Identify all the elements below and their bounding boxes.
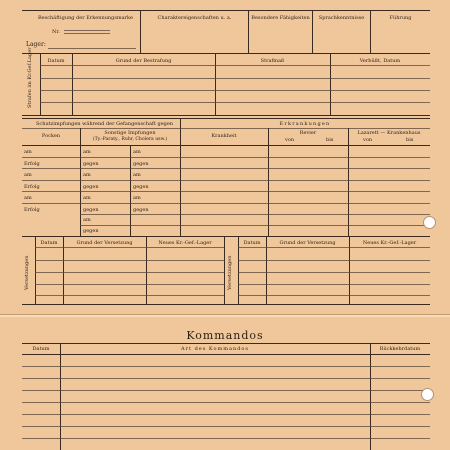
punishment-header-rule — [40, 65, 430, 66]
kommandos-row-rule — [22, 438, 430, 439]
other-vacc-cell: gegen — [83, 228, 99, 234]
punch-hole — [423, 216, 436, 229]
transfer-header-rule — [238, 247, 430, 248]
transfer-camp-label: Neues Kr.-Gef.-Lager — [362, 240, 417, 246]
illness-row-rule — [180, 180, 430, 181]
kommandos-row-rule — [22, 414, 430, 415]
illness-row-rule — [180, 203, 430, 204]
vacc-row-label: am — [24, 195, 32, 201]
hospital-to: bis — [406, 137, 414, 143]
vacc-subheader-rule — [22, 145, 180, 146]
punishment-row-rule — [40, 90, 430, 91]
transfer-row-rule — [238, 260, 430, 261]
fold-line — [0, 314, 450, 317]
kommandos-row-rule — [22, 390, 430, 391]
vacc-row-rule — [22, 168, 180, 169]
punishment-row-rule — [40, 102, 430, 103]
illness-row-rule — [180, 157, 430, 158]
smallpox-cell: am — [83, 172, 91, 178]
smallpox-cell: gegen — [83, 207, 99, 213]
kommandos-row-rule — [22, 426, 430, 427]
other-vacc-cell: gegen — [133, 184, 149, 190]
smallpox-cell: gegen — [83, 161, 99, 167]
transfers-left-side-label: Versetzungen — [24, 255, 30, 290]
header-bottom-border — [22, 53, 430, 54]
illness-row-rule — [180, 168, 430, 169]
other-vacc-cell: gegen — [133, 161, 149, 167]
kommandos-row-rule — [22, 402, 430, 403]
vacc-row-rule — [80, 225, 180, 226]
vacc-row-label: Erfolg — [24, 161, 40, 167]
illness-label: Krankheit — [211, 133, 237, 139]
transfer-bottom-border — [22, 304, 430, 305]
kommandos-type-label: Art des Kommandos — [181, 346, 249, 352]
illnesses-section-label: Erkrankungen — [279, 121, 331, 127]
transfer-reason-label: Grund der Versetzung — [76, 240, 133, 246]
kommandos-top-border — [22, 343, 430, 344]
other-vaccinations-sub: (Ty.-Paraty., Ruhr, Cholera usw.) — [92, 137, 168, 142]
smallpox-cell: am — [83, 149, 91, 155]
kommandos-header-rule — [22, 354, 430, 355]
vacc-row-label: am — [24, 172, 32, 178]
vacc-row-label: Erfolg — [24, 207, 40, 213]
nr-line — [64, 33, 110, 34]
punishment-sentence-label: Strafmaß — [260, 58, 285, 64]
punishment-served-label: Verbüßt, Datum — [359, 58, 401, 64]
transfer-row-rule — [238, 272, 430, 273]
smallpox-label: Pocken — [41, 133, 61, 139]
sickbay-to: bis — [326, 137, 334, 143]
kommandos-divider — [60, 343, 61, 450]
header-top-border — [22, 10, 430, 11]
other-vacc-cell: am — [133, 149, 141, 155]
transfer-row-rule — [35, 284, 224, 285]
kommandos-title: Kommandos — [186, 329, 264, 342]
camp-label: Lager: — [26, 41, 46, 48]
special-skills-label: Besondere Fähigkeiten — [251, 15, 310, 21]
transfer-date-label: Datum — [40, 240, 58, 246]
other-vacc-cell: am — [133, 195, 141, 201]
camp-line — [48, 48, 136, 49]
sickbay-from: von — [285, 137, 295, 143]
transfer-date-label: Datum — [243, 240, 261, 246]
transfer-divider — [224, 236, 225, 304]
hospital-label: Lazarett — Krankenhaus — [357, 130, 421, 136]
punishment-date-label: Datum — [47, 58, 65, 64]
transfer-row-rule — [238, 284, 430, 285]
smallpox-cell: am — [83, 195, 91, 201]
kommandos-return-label: Rückkehrdatum — [379, 346, 421, 352]
vacc-row-label: Erfolg — [24, 184, 40, 190]
employment-label: Beschäftigung der Erkennungsmarke — [38, 15, 134, 21]
transfer-reason-label: Grund der Versetzung — [279, 240, 336, 246]
transfer-row-rule — [35, 295, 224, 296]
transfer-row-rule — [35, 260, 224, 261]
illness-row-rule — [180, 214, 430, 215]
punch-hole — [421, 388, 434, 401]
other-vacc-cell: am — [133, 172, 141, 178]
kommandos-row-rule — [22, 378, 430, 379]
vacc-header-rule — [22, 128, 180, 129]
vacc-row-rule — [22, 180, 180, 181]
transfer-row-rule — [238, 295, 430, 296]
vacc-row-rule — [80, 214, 180, 215]
hospital-from: von — [363, 137, 373, 143]
kommandos-date-label: Datum — [32, 346, 50, 352]
punishments-side-label: Strafen im Kr.Gef.Lager — [27, 47, 33, 108]
illness-subheader-rule — [180, 145, 430, 146]
vacc-bottom-border — [22, 236, 430, 237]
vacc-row-label: am — [24, 149, 32, 155]
transfer-row-rule — [35, 272, 224, 273]
illness-row-rule — [180, 225, 430, 226]
illness-header-rule — [180, 128, 430, 129]
punishment-row-rule — [40, 78, 430, 79]
nr-label: Nr. — [52, 29, 60, 35]
smallpox-cell: gegen — [83, 184, 99, 190]
other-vacc-cell: gegen — [133, 207, 149, 213]
vacc-row-rule — [22, 203, 180, 204]
sickbay-label: Revier — [299, 130, 317, 136]
vacc-top-border — [22, 118, 430, 119]
language-label: Sprachkenntnisse — [318, 15, 365, 21]
conduct-label: Führung — [389, 15, 412, 21]
transfer-header-rule — [35, 247, 224, 248]
transfers-right-side-label: Versetzungen — [227, 255, 233, 290]
vacc-row-rule — [22, 191, 180, 192]
vacc-row-rule — [22, 157, 180, 158]
kommandos-divider — [370, 343, 371, 450]
punishment-reason-label: Grund der Bestrafung — [115, 58, 172, 64]
transfer-camp-label: Neues Kr.-Gef.-Lager — [158, 240, 212, 246]
nr-line — [64, 30, 110, 31]
punishment-bottom-border — [22, 115, 430, 116]
other-vacc-cell: am — [83, 217, 91, 223]
character-label: Charaktereigenschaften u. a. — [157, 15, 232, 21]
illness-row-rule — [180, 191, 430, 192]
kommandos-row-rule — [22, 366, 430, 367]
vaccination-section-label: Schutzimpfungen während der Gefangenschaft gegen — [36, 121, 174, 127]
other-vaccinations-label: Sonstige Impfungen — [104, 130, 156, 136]
